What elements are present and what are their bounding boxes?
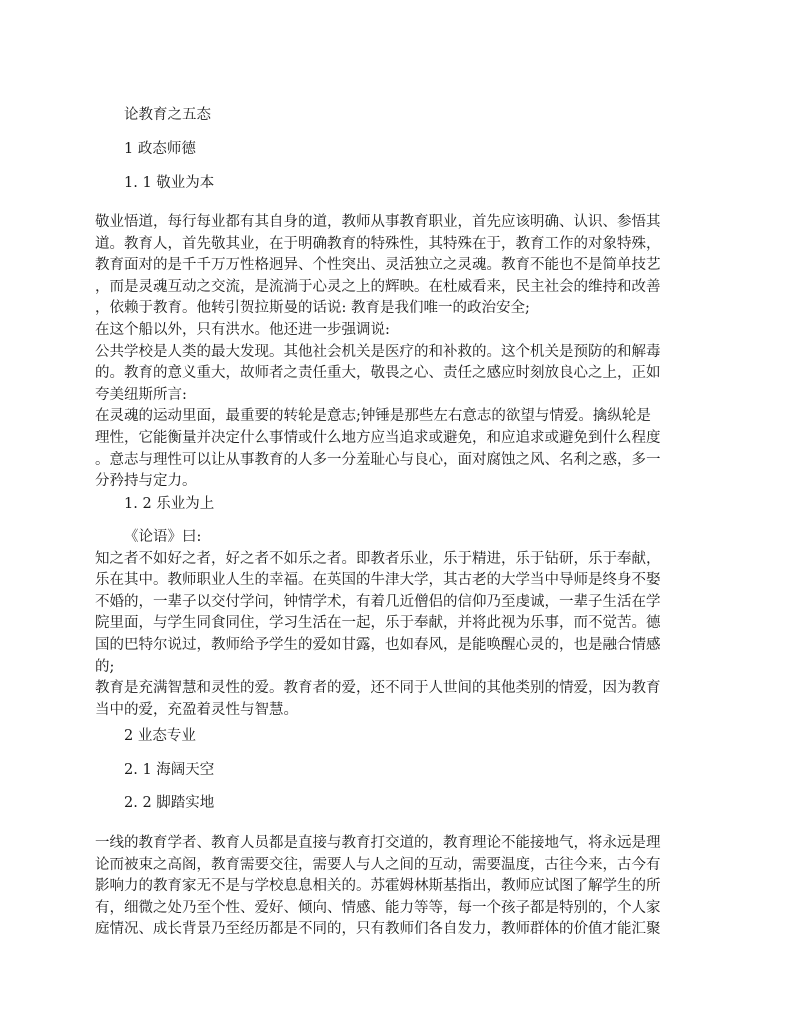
section-heading-1-1: 1. 1 敬业为本 bbox=[124, 175, 215, 191]
text-line: 教育面对的是千千万万性格迥异、个性突出、灵活独立之灵魂。教育不能也不是简单技艺 bbox=[95, 257, 661, 274]
section-heading-1-2: 1. 2 乐业为上 bbox=[124, 496, 215, 512]
text-line: 公共学校是人类的最大发现。其他社会机关是医疗的和补救的。这个机关是预防的和解毒 bbox=[95, 343, 661, 360]
text-line: 一线的教育学者、教育人员都是直接与教育打交道的，教育理论不能接地气，将永远是理 bbox=[95, 835, 661, 851]
text-line: 庭情况、成长背景乃至经历都是不同的，只有教师们各自发力，教师群体的价值才能汇聚 bbox=[95, 921, 661, 938]
text-line: 院里面，与学生同食同住，学习生活在一起，乐于奉献，并将此视为乐事，而不觉苦。德 bbox=[95, 615, 661, 632]
text-line: 论而被束之高阁，教育需要交往，需要人与人之间的互动，需要温度，古往今来，古今有 bbox=[95, 856, 661, 873]
document-title: 论教育之五态 bbox=[124, 107, 211, 123]
text-line: 分矜持与定力。 bbox=[95, 473, 197, 490]
text-line: 在这个船以外，只有洪水。他还进一步强调说: bbox=[95, 321, 390, 338]
paragraph-block-2-2 bbox=[95, 833, 715, 941]
text-line: 理性，它能衡量并决定什么事情或什么地方应当追求或避免，和应追求或避免到什么程度 bbox=[95, 429, 661, 446]
text-line: 乐在其中。教师职业人生的幸福。在英国的牛津大学，其古老的大学当中导师是终身不娶 bbox=[95, 572, 661, 589]
text-line: 的。教育的意义重大，故师者之责任重大，敬畏之心、责任之感应时刻放良心之上，正如 bbox=[95, 365, 661, 382]
text-line: 道。教育人，首先敬其业，在于明确教育的特殊性，其特殊在于，教育工作的对象特殊， bbox=[95, 235, 661, 252]
section-heading-2: 2 业态专业 bbox=[124, 728, 196, 744]
text-line: 有，细微之处乃至个性、爱好、倾向、情感、能力等等，每一个孩子都是特别的，个人家 bbox=[95, 899, 661, 916]
text-line: 敬业悟道，每行每业都有其自身的道，教师从事教育职业，首先应该明确、认识、参悟其 bbox=[95, 214, 661, 230]
section-heading-2-2: 2. 2 脚踏实地 bbox=[124, 795, 215, 811]
section-heading-2-1: 2. 1 海阔天空 bbox=[124, 762, 215, 778]
text-line: 不婚的，一辈子以交付学问，钟情学术，有着几近僧侣的信仰乃至虔诚，一辈子生活在学 bbox=[95, 593, 661, 610]
text-line: ，而是灵魂互动之交流，是流淌于心灵之上的辉映。在杜威看来，民主社会的维持和改善 bbox=[95, 278, 661, 295]
paragraph-block-1-1 bbox=[95, 212, 715, 493]
text-line: 知之者不如好之者，好之者不如乐之者。即教者乐业，乐于精进，乐于钻研，乐于奉献， bbox=[95, 550, 661, 567]
text-line: 《论语》曰: bbox=[124, 529, 202, 545]
section-heading-1: 1 政态师德 bbox=[124, 141, 196, 157]
text-line: 的; bbox=[95, 658, 115, 675]
text-line: 影响力的教育家无不是与学校息息相关的。苏霍姆林斯基指出，教师应试图了解学生的所 bbox=[95, 878, 661, 895]
text-line: 教育是充满智慧和灵性的爱。教育者的爱，还不同于人世间的其他类别的情爱，因为教育 bbox=[95, 680, 661, 697]
text-line: ，依赖于教育。他转引贺拉斯曼的话说: 教育是我们唯一的政治安全; bbox=[95, 300, 530, 317]
text-line: 夸美纽斯所言: bbox=[95, 386, 187, 403]
text-line: 当中的爱，充盈着灵性与智慧。 bbox=[95, 701, 298, 718]
text-line: 国的巴特尔说过，教师给予学生的爱如甘露，也如春风，是能唤醒心灵的，也是融合情感 bbox=[95, 636, 661, 653]
text-line: 在灵魂的运动里面，最重要的转轮是意志;钟锤是那些左右意志的欲望与情爱。擒纵轮是 bbox=[95, 408, 651, 425]
text-line: 。意志与理性可以让从事教育的人多一分羞耻心与良心，面对腐蚀之风、名利之惑，多一 bbox=[95, 451, 661, 468]
paragraph-block-1-2 bbox=[95, 527, 715, 721]
